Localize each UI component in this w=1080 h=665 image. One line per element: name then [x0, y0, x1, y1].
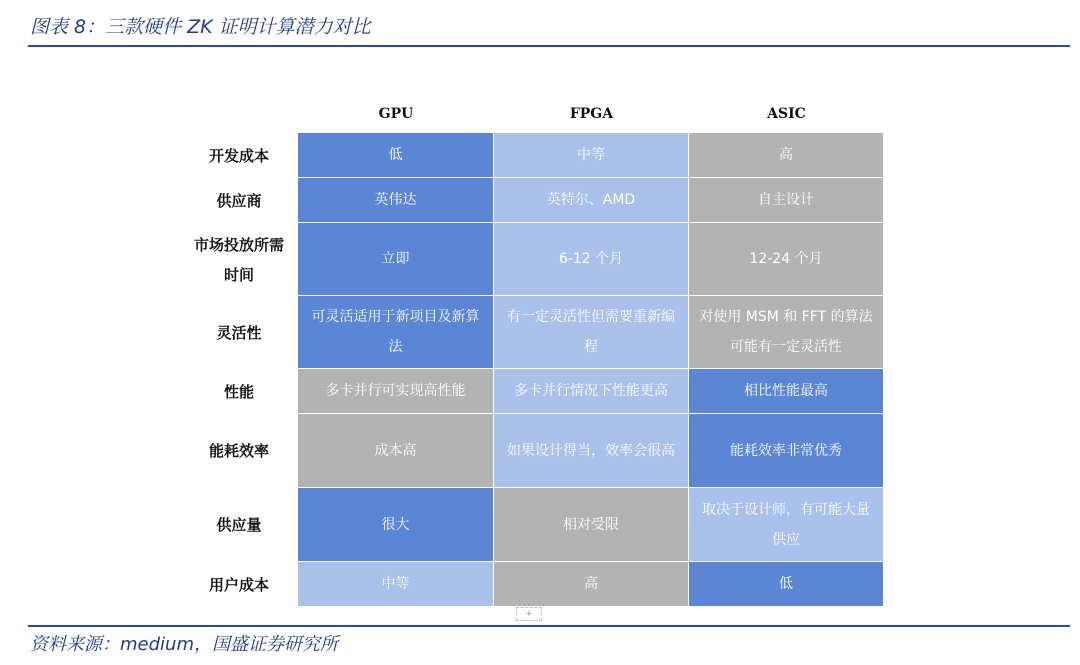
cell-user-cost-gpu: 中等: [298, 562, 494, 607]
column-header-fpga: FPGA: [569, 106, 614, 122]
column-header-asic: ASIC: [767, 106, 806, 122]
bottom-rule: [28, 625, 1070, 627]
cell-supply-volume-fpga: 相对受限: [494, 488, 689, 562]
cell-supplier-asic: 自主设计: [689, 178, 884, 223]
cell-time-to-market-fpga: 6-12 个月: [494, 223, 689, 296]
row-label-user-cost: 用户成本: [208, 575, 269, 594]
cell-flexibility-asic: 对使用 MSM 和 FFT 的算法可能有一定灵活性: [689, 296, 884, 369]
cell-energy-efficiency-gpu: 成本高: [298, 414, 494, 488]
source-note: 资料来源：medium，国盛证券研究所: [30, 634, 338, 655]
table-resize-handle: +: [516, 607, 542, 621]
row-label-energy-efficiency: 能耗效率: [208, 442, 269, 460]
cell-supplier-fpga: 英特尔、AMD: [494, 178, 689, 223]
cell-performance-asic: 相比性能最高: [689, 369, 884, 414]
cell-flexibility-gpu: 可灵活适用于新项目及新算法: [298, 296, 494, 369]
cell-time-to-market-gpu: 立即: [298, 223, 494, 296]
column-header-gpu: GPU: [378, 106, 414, 122]
cell-flexibility-fpga: 有一定灵活性但需要重新编程: [494, 296, 689, 369]
cell-performance-gpu: 多卡并行可实现高性能: [298, 369, 494, 414]
row-label-supplier: 供应商: [216, 191, 262, 210]
cell-energy-efficiency-fpga: 如果设计得当，效率会很高: [494, 414, 689, 488]
top-rule: [28, 45, 1070, 47]
row-label-time-to-market: 市场投放所需时间: [193, 235, 284, 284]
cell-supply-volume-asic: 取决于设计师，有可能大量供应: [689, 488, 884, 562]
figure-caption: 图表 8：三款硬件 ZK 证明计算潜力对比: [30, 16, 371, 38]
cell-time-to-market-asic: 12-24 个月: [689, 223, 884, 296]
cell-supplier-gpu: 英伟达: [298, 178, 494, 223]
cell-user-cost-fpga: 高: [494, 562, 689, 607]
cell-dev-cost-asic: 高: [689, 133, 884, 178]
comparison-table: [180, 95, 884, 607]
cell-supply-volume-gpu: 很大: [298, 488, 494, 562]
cell-energy-efficiency-asic: 能耗效率非常优秀: [689, 414, 884, 488]
row-label-dev-cost: 开发成本: [208, 146, 269, 165]
cell-user-cost-asic: 低: [689, 562, 884, 607]
cell-dev-cost-fpga: 中等: [494, 133, 689, 178]
row-label-supply-volume: 供应量: [216, 516, 262, 534]
row-label-flexibility: 灵活性: [216, 323, 262, 342]
cell-performance-fpga: 多卡并行情况下性能更高: [494, 369, 689, 414]
cell-dev-cost-gpu: 低: [298, 133, 494, 178]
row-label-performance: 性能: [223, 382, 254, 401]
